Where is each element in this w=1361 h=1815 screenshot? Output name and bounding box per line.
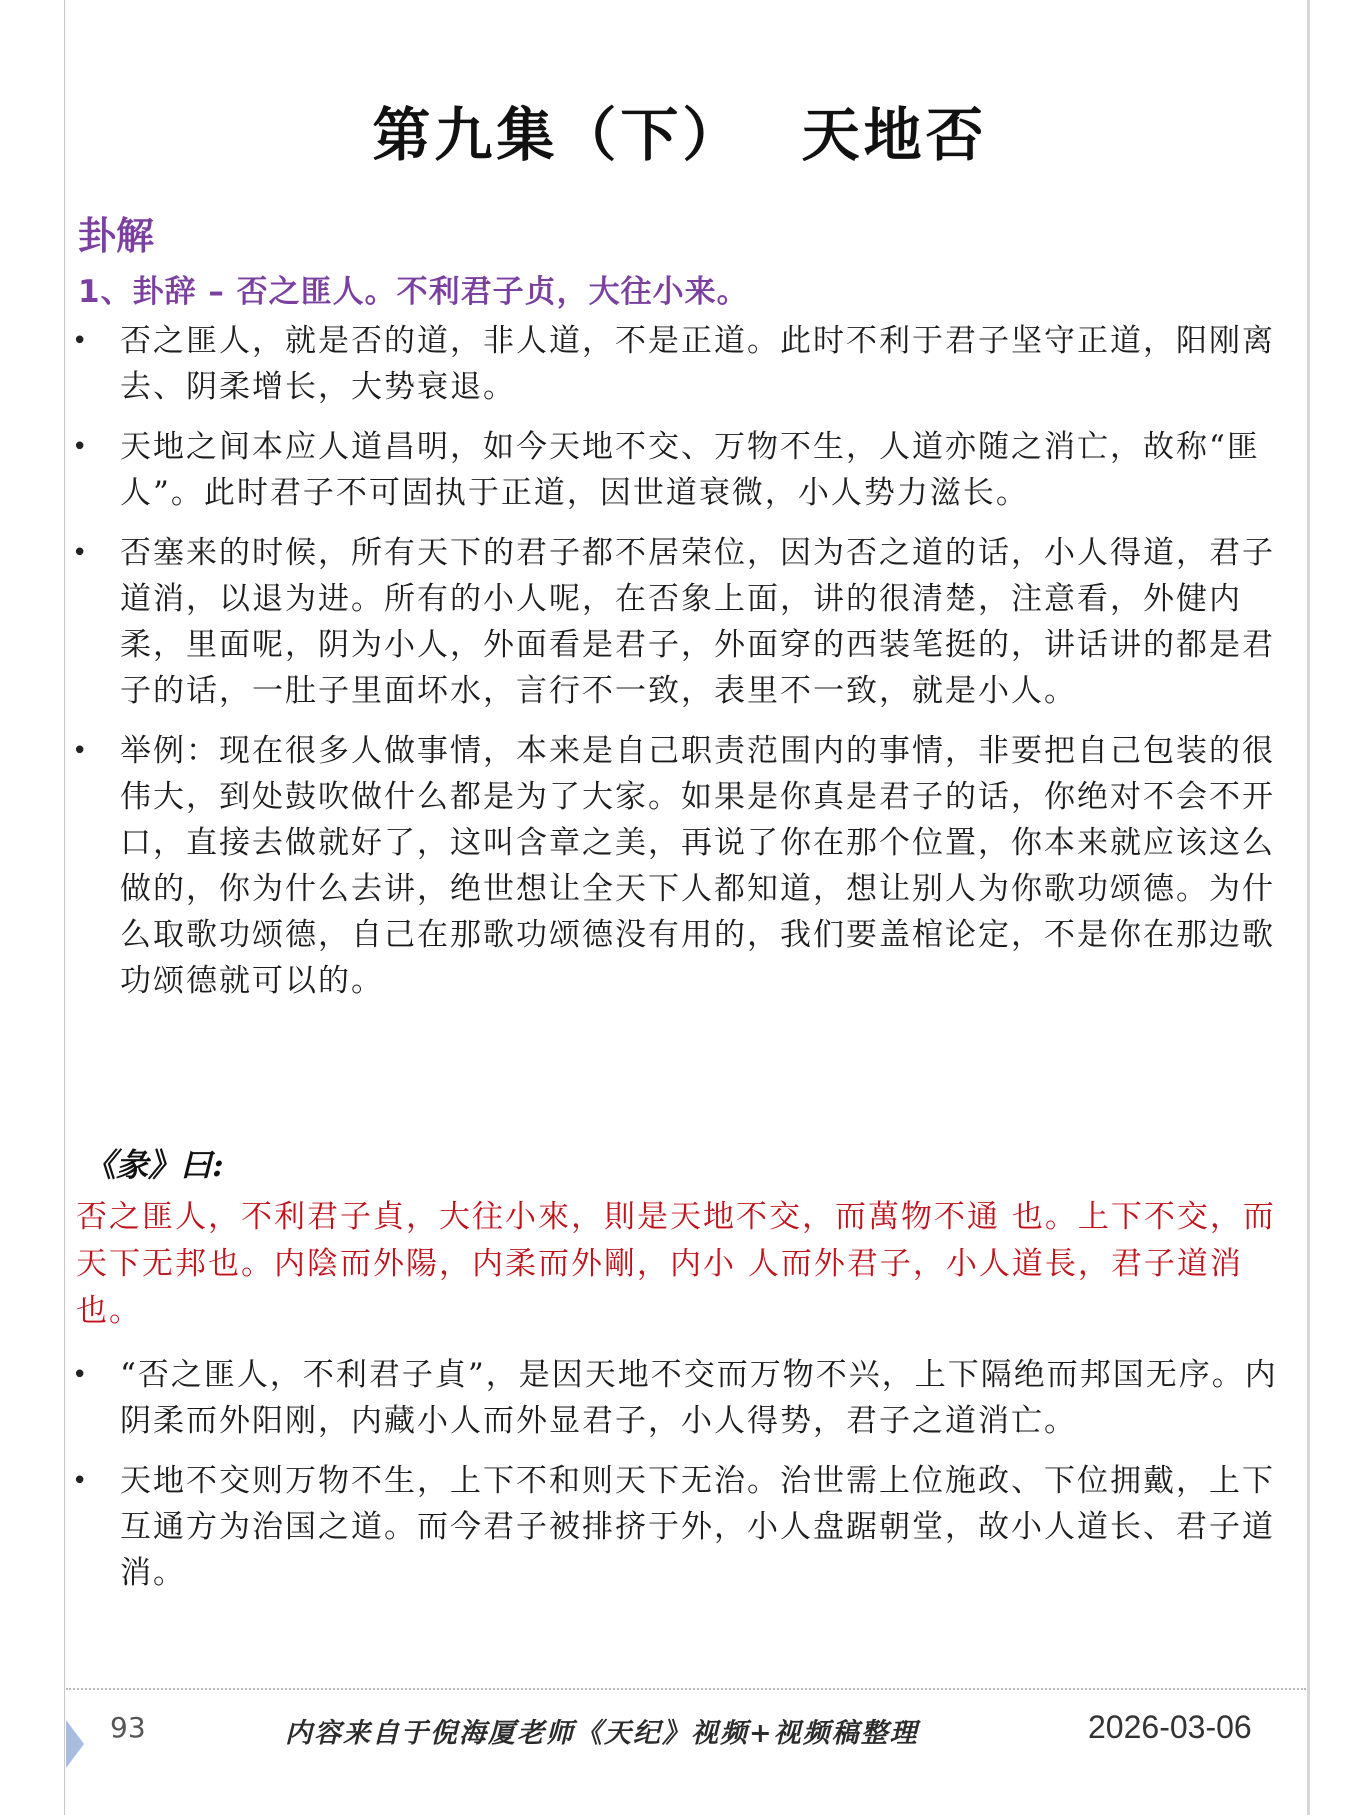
bullet-icon: • [72, 432, 90, 462]
list-item [70, 318, 1300, 410]
list-item [70, 1458, 1300, 1596]
footer-divider [66, 1688, 1306, 1690]
list-item-text: “否之匪人，不利君子貞”，是因天地不交而万物不兴，上下隔绝而邦国无序。内阴柔而外阳刚，内藏小人而外显君子，小人得势，君子之道消亡。 [120, 1357, 1278, 1439]
triangle-icon [66, 1720, 84, 1768]
footer-source: 内容来自于倪海厦老师《天纪》视频+视频稿整理 [285, 1718, 919, 1749]
list-item [70, 530, 1300, 714]
page-number: 93 [110, 1711, 146, 1744]
list-item [70, 728, 1300, 1004]
bullet-icon: • [72, 326, 90, 356]
list-item [70, 1352, 1300, 1444]
bullet-icon: • [72, 736, 90, 766]
list-item-text: 否之匪人，就是否的道，非人道，不是正道。此时不利于君子坚守正道，阳刚离去、阴柔增长，大势衰退。 [120, 323, 1275, 405]
bullet-icon: • [72, 1466, 90, 1496]
tuan-label: 《彖》曰: [84, 1146, 224, 1184]
page-title: 第九集（下） 天地否 [372, 101, 988, 169]
guaci-heading: 1、卦辞 – 否之匪人。不利君子贞，大往小来。 [78, 274, 749, 310]
footer-date: 2026-03-06 [1088, 1709, 1252, 1745]
page-left-border [64, 0, 65, 1815]
commentary-list-1 [70, 318, 1300, 1018]
list-item [70, 424, 1300, 516]
tuan-quote: 否之匪人，不利君子貞，大往小來，則是天地不交，而萬物不通 也。上下不交，而天下无邦也。内陰而外陽，内柔而外剛，内小 人而外君子，小人道長，君子道消也。 [76, 1199, 1276, 1329]
bullet-icon: • [72, 538, 90, 568]
list-item-text: 天地之间本应人道昌明，如今天地不交、万物不生，人道亦随之消亡，故称“匪人”。此时君子不可固执于正道，因世道衰微，小人势力滋长。 [120, 429, 1260, 511]
list-item-text: 否塞来的时候，所有天下的君子都不居荣位，因为否之道的话，小人得道，君子道消，以退为进。所有的小人呢，在否象上面，讲的很清楚，注意看，外健内柔，里面呢，阴为小人，外面看是君子，外面穿的西装笔挺的，讲话讲的都是君子的话，一肚子里面坏水，言行不一致，表里不一致，就是小人。 [120, 535, 1275, 709]
section-heading: 卦解 [78, 214, 155, 258]
page-right-border [1307, 0, 1310, 1815]
bullet-icon: • [72, 1360, 90, 1390]
list-item-text: 天地不交则万物不生，上下不和则天下无治。治世需上位施政、下位拥戴，上下互通方为治国之道。而今君子被排挤于外，小人盘踞朝堂，故小人道长、君子道消。 [120, 1463, 1275, 1591]
list-item-text: 举例：现在很多人做事情，本来是自己职责范围内的事情，非要把自己包装的很伟大，到处鼓吹做什么都是为了大家。如果是你真是君子的话，你绝对不会不开口，直接去做就好了，这叫含章之美，再说了你在那个位置，你本来就应该这么做的，你为什么去讲，绝世想让全天下人都知道，想让别人为你歌功颂德。为什么取歌功颂德，自己在那歌功颂德没有用的，我们要盖棺论定，不是你在那边歌功颂德就可以的。 [120, 733, 1275, 999]
commentary-list-2 [70, 1352, 1300, 1610]
